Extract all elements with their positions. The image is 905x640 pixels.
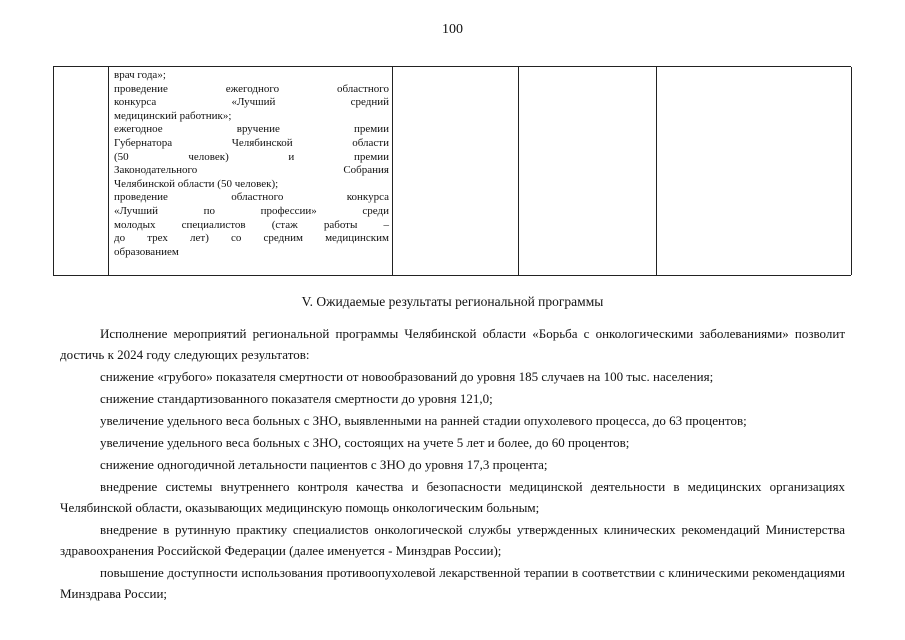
section-body: [60, 323, 845, 605]
cell-line: до трех лет) со средним медицинским: [114, 232, 389, 245]
cell-line: молодых специалистов (стаж работы –: [114, 218, 389, 231]
page-number: 100: [442, 22, 463, 37]
paragraph: повышение доступности использования противоопухолевой лекарственной терапии в соответствии с клиническими рекомендациями Минздрава России;: [60, 565, 845, 601]
cell-line: конкурса «Лучший средний: [114, 96, 389, 109]
paragraph: снижение «грубого» показателя смертности от новообразований до уровня 185 случаев на 100 тыс. населения;: [100, 369, 714, 384]
table-cell-empty: [392, 67, 519, 275]
section-heading: V. Ожидаемые результаты региональной программы: [301, 294, 604, 309]
paragraph: увеличение удельного веса больных с ЗНО, выявленными на ранней стадии опухолевого процесса, до 63 процентов;: [100, 413, 747, 428]
cell-line: Челябинской области (50 человек);: [114, 177, 279, 190]
cell-line: медицинский работник»;: [114, 109, 232, 122]
cell-line: Законодательного Собрания: [114, 164, 389, 177]
activities-text: [109, 67, 393, 259]
cell-line: Губернатора Челябинской области: [114, 136, 389, 149]
cell-line: образованием: [114, 245, 179, 258]
table-cell-empty: [656, 67, 852, 275]
paragraph: внедрение в рутинную практику специалистов онкологической службы утвержденных клинических рекомендаций Министерства здравоохранения Российской Федерации (далее именуется - Минздрав России);: [60, 522, 845, 558]
paragraph: внедрение системы внутреннего контроля качества и безопасности медицинской деятельности в медицинских организациях Челябинской области, оказывающих медицинскую помощь онкологическим больным;: [60, 479, 845, 515]
paragraph: снижение одногодичной летальности пациентов с ЗНО до уровня 17,3 процента;: [100, 457, 548, 472]
cell-line: «Лучший по профессии» среди: [114, 204, 389, 217]
paragraph: увеличение удельного веса больных с ЗНО, состоящих на учете 5 лет и более, до 60 процентов;: [100, 435, 630, 450]
paragraph: Исполнение мероприятий региональной программы Челябинской области «Борьба с онкологическими заболеваниями» позволит достичь к 2024 году следующих результатов:: [60, 326, 845, 362]
table-cell-activities: [108, 67, 393, 275]
table-fragment: [53, 66, 851, 276]
cell-line: врач года»;: [114, 69, 166, 81]
cell-line: ежегодное вручение премии: [114, 123, 389, 136]
cell-line: проведение областного конкурса: [114, 191, 389, 204]
table-cell-empty: [518, 67, 657, 275]
cell-line: (50 человек) и премии: [114, 150, 389, 163]
table-cell-number: [53, 67, 109, 275]
cell-line: проведение ежегодного областного: [114, 82, 389, 95]
paragraph: снижение стандартизованного показателя смертности до уровня 121,0;: [100, 391, 493, 406]
